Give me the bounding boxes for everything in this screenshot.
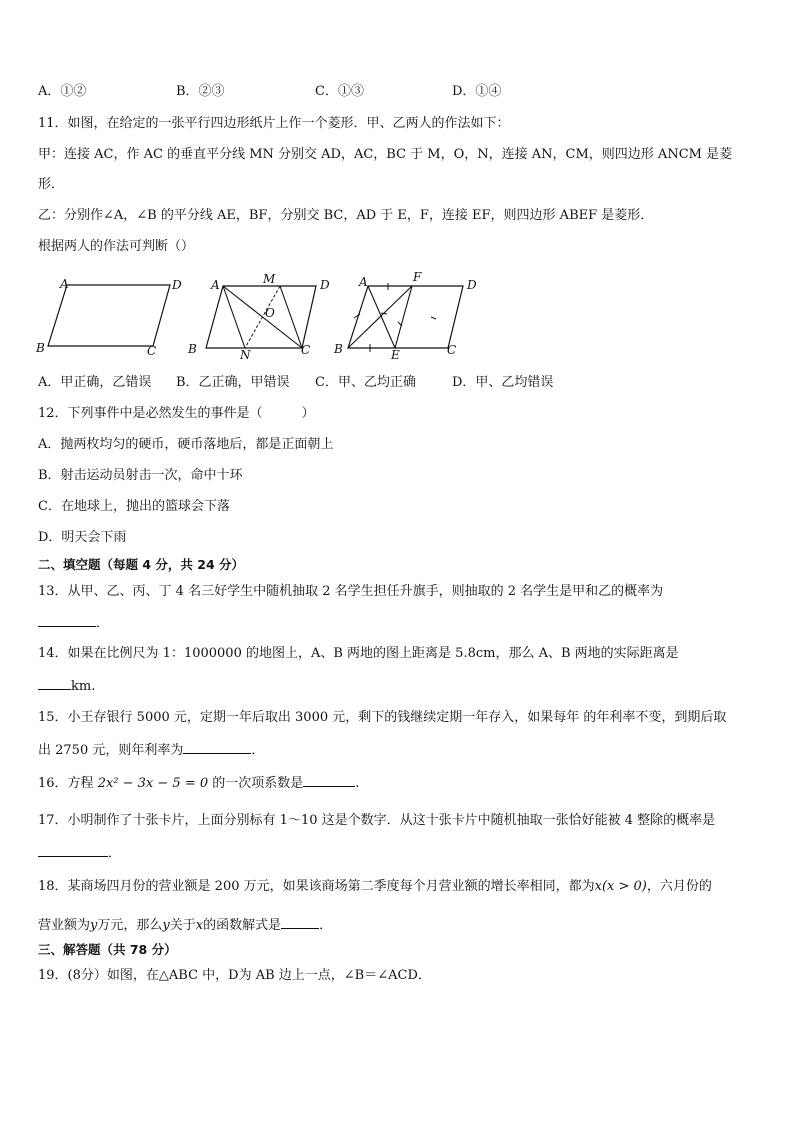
q12-option-b: B．射击运动员射击一次，命中十环 <box>38 468 243 483</box>
section-2-heading: 二、填空题（每题 4 分，共 24 分） <box>38 557 245 572</box>
q12-option-d: D．明天会下雨 <box>38 530 127 545</box>
q18-growth-rate: x(x > 0) <box>594 879 647 894</box>
q18-line1-end: ，六月份的 <box>646 879 712 894</box>
fig1-label-a: A <box>60 277 69 291</box>
q13-answer-line <box>38 613 109 633</box>
q11-yi: 乙：分别作∠A，∠B 的平分线 AE，BF，分别交 BC，AD 于 E，F，连接 EF，则四边形 ABEF 是菱形． <box>38 208 654 223</box>
section-3-heading: 三、解答题（共 78 分） <box>38 942 177 957</box>
q11-option-d: D．甲、乙均错误 <box>452 375 554 390</box>
q12-stem: 12．下列事件中是必然发生的事件是（ ） <box>38 406 315 421</box>
q18-line1 <box>38 878 712 896</box>
q11-stem: 11．如图，在给定的一张平行四边形纸片上作一个菱形．甲、乙两人的作法如下： <box>38 116 510 131</box>
fig3-label-c: C <box>447 343 457 357</box>
q18-blank[interactable] <box>281 915 319 929</box>
q14-answer-line <box>38 676 95 696</box>
fig2-label-n: N <box>240 348 251 362</box>
q14-blank[interactable] <box>38 676 71 690</box>
q11-option-a: A．甲正确，乙错误 <box>38 375 152 390</box>
q13-line1: 13．从甲、乙、丙、丁 4 名三好学生中随机抽取 2 名学生担任升旗手，则抽取的 2 名学生是甲和乙的概率为 <box>38 584 664 599</box>
q14-unit: km. <box>71 679 96 694</box>
fig2-label-m: M <box>263 272 276 286</box>
fig2-label-b: B <box>188 342 197 356</box>
q18-line2-c: 关于 <box>169 918 196 933</box>
q17-blank[interactable] <box>38 843 108 857</box>
q16-prefix: 16．方程 <box>38 776 94 791</box>
q13-end: ． <box>96 616 110 631</box>
q11-jia-line2: 形． <box>38 177 65 192</box>
q16-equation: 2x² − 3x − 5 = 0 <box>97 776 209 791</box>
q15-line2 <box>38 740 264 760</box>
fig3-label-e: E <box>391 348 400 362</box>
q13-blank[interactable] <box>38 613 96 627</box>
q12-option-a: A．抛两枚均匀的硬币，硬币落地后，都是正面朝上 <box>38 437 334 452</box>
fig1-label-d: D <box>172 278 182 292</box>
q10-option-b: B．②③ <box>176 84 225 99</box>
fig2-label-d: D <box>320 278 330 292</box>
figure-1-parallelogram <box>35 277 182 358</box>
q17-line1: 17．小明制作了十张卡片，上面分别标有 1～10 这是个数字．从这十张卡片中随机抽取一张恰好能被 4 整除的概率是 <box>38 813 716 828</box>
fig3-label-b: B <box>334 342 343 356</box>
fig1-label-c: C <box>147 344 157 358</box>
q18-var-y1: y <box>90 918 98 933</box>
fig2-label-c: C <box>301 343 311 357</box>
q18-line2-b: 万元，那么 <box>97 918 163 933</box>
q18-var-y2: y <box>162 918 170 933</box>
q11-option-c: C．甲、乙均正确 <box>315 375 416 390</box>
q18-line2-a: 营业额为 <box>38 918 91 933</box>
q19-stem: 19．(8分）如图，在△ABC 中，D为 AB 边上一点，∠B＝∠ACD． <box>38 968 431 983</box>
q18-line2 <box>38 915 332 935</box>
fig3-label-f: F <box>413 270 422 284</box>
figure-2-rhombus-construction <box>187 272 330 362</box>
q18-line2-d: 的函数解式是 <box>203 918 282 933</box>
fig2-label-a: A <box>211 278 220 292</box>
q14-line1: 14．如果在比例尺为 1：1000000 的地图上，A、B 两地的图上距离是 5.8cm，那么 A、B 两地的实际距离是 <box>38 646 679 661</box>
q15-end: ． <box>251 743 265 758</box>
q10-option-c: C．①③ <box>315 84 364 99</box>
q11-jia-line1: 甲：连接 AC，作 AC 的垂直平分线 MN 分别交 AD，AC，BC 于 M，O，N，连接 AN，CM，则四边形 ANCM 是菱 <box>38 147 733 162</box>
q18-line1-text: 18．某商场四月份的营业额是 200 万元，如果该商场第二季度每个月营业额的增长率相同，都为 <box>38 879 595 894</box>
q11-option-b: B．乙正确，甲错误 <box>176 375 290 390</box>
q11-figures <box>0 265 794 365</box>
q16-line <box>38 773 359 793</box>
q10-option-d: D．①④ <box>452 84 502 99</box>
fig3-label-d: D <box>467 278 477 292</box>
q17-end: ． <box>108 846 122 861</box>
fig3-label-a: A <box>359 275 368 289</box>
q16-blank[interactable] <box>303 773 355 787</box>
fig2-label-o: O <box>265 306 275 320</box>
q12-option-c: C．在地球上，抛出的篮球会下落 <box>38 499 230 514</box>
q15-blank[interactable] <box>183 740 251 754</box>
q18-var-x: x <box>195 918 204 933</box>
q17-answer-line <box>38 843 121 863</box>
q15-line2-text: 出 2750 元，则年利率为 <box>38 743 184 758</box>
q18-end: ． <box>319 918 333 933</box>
figure-3-rhombus-construction <box>333 270 477 362</box>
q10-option-a: A．①② <box>38 84 87 99</box>
fig1-label-b: B <box>36 341 45 355</box>
q11-question: 根据两人的作法可判断（） <box>38 239 195 254</box>
q16-end: . <box>355 776 360 791</box>
q16-suffix: 的一次项系数是 <box>212 776 304 791</box>
q15-line1: 15．小王存银行 5000 元，定期一年后取出 3000 元，剩下的钱继续定期一年存入，如果每年 的年利率不变，到期后取 <box>38 710 727 725</box>
